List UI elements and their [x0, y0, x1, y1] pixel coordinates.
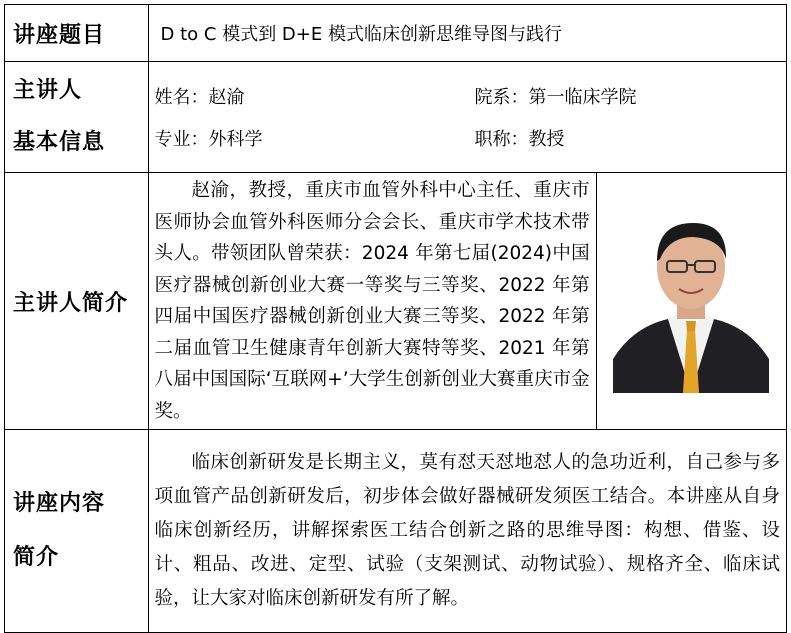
topic-value: D to C 模式到 D+E 模式临床创新思维导图与践行: [148, 5, 786, 62]
topic-label: 讲座题目: [5, 5, 149, 62]
speaker-department: 院系：第一临床学院: [474, 87, 637, 108]
content-cell: [148, 430, 786, 633]
bio-label: 主讲人简介: [5, 173, 149, 430]
speaker-info-label-line2: 基本信息: [13, 130, 106, 155]
content-text: 临床创新研发是长期主义，莫有怼天怼地怼人的急功近利，自己参与多项血管产品创新研发后，初步体会做好器械研发须医工结合。本讲座从自身临床创新经历，讲解探索医工结合创新之路的思维导图：构想、借鉴、设计、粗品、改进、定型、试验（支架测试、动物试验）、规格齐全、临床试验，让大家对临床创新研发有所了解。: [154, 452, 780, 609]
bio-cell: [148, 173, 596, 430]
content-label-line1: 讲座内容: [13, 491, 106, 516]
topic-row: [5, 5, 787, 62]
content-label-line2: 简介: [13, 545, 60, 570]
speaker-major: 专业：外科学: [154, 129, 263, 150]
bio-row: [5, 173, 787, 430]
content-row: [5, 430, 787, 633]
speaker-title: 职称：教授: [474, 129, 565, 150]
info-line-2: [149, 117, 786, 159]
speaker-name: 姓名：赵渝: [154, 87, 245, 108]
content-label: [5, 430, 149, 633]
speaker-info-label: [5, 62, 149, 173]
speaker-info-row: [5, 62, 787, 173]
speaker-info-label-line1: 主讲人: [13, 78, 83, 103]
photo-cell: [596, 173, 786, 430]
bio-text: 赵渝，教授，重庆市血管外科中心主任、重庆市医师协会血管外科医师分会会长、重庆市学术技术带头人。带领团队曾荣获：2024 年第七届(2024)中国医疗器械创新创业大赛一等奖与三等奖、2022 年第四届中国医疗器械创新创业大赛三等奖、2022 年第二届血管卫生健康青年创新大赛特等奖、2021 年第八届中国国际‘互联网+’大学生创新创业大赛重庆市金奖。: [154, 180, 590, 422]
lecture-info-table: [4, 4, 787, 633]
info-line-1: [149, 75, 786, 117]
speaker-info-cell: [148, 62, 786, 173]
portrait-image: [613, 209, 769, 393]
speaker-photo: [613, 209, 769, 393]
